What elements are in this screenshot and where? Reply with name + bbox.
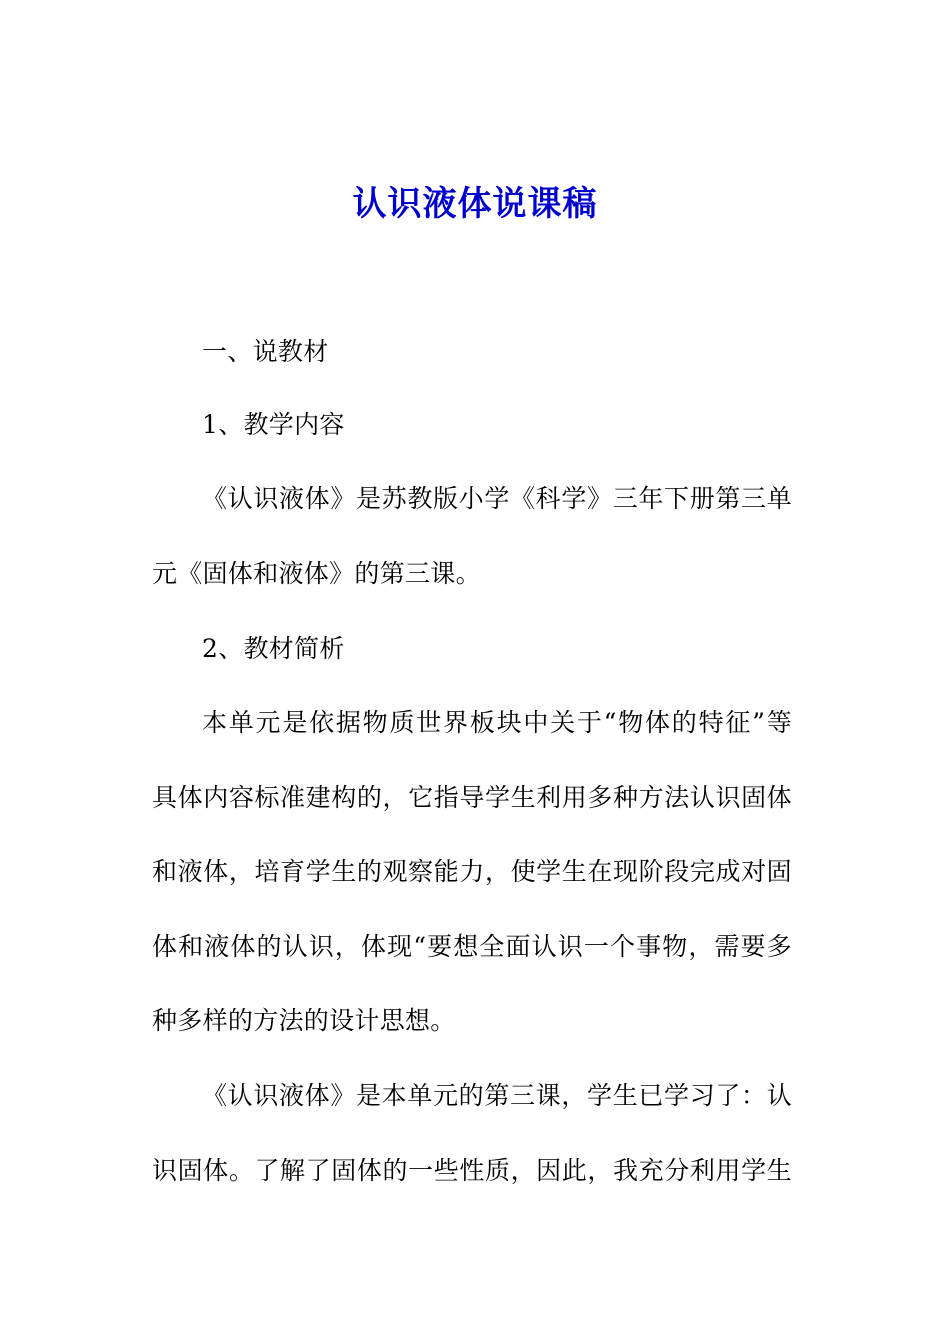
- subheading-material-analysis: 2、教材简析: [202, 634, 345, 663]
- section-heading-teaching-material: 一、说教材: [202, 337, 329, 366]
- subheading-teaching-content: 1、教学内容: [202, 410, 345, 439]
- paragraph-line: 具体内容标准建构的，它指导学生利用多种方法认识固体: [152, 783, 792, 812]
- paragraph-line: 《认识液体》是本单元的第三课，学生已学习了：认: [202, 1081, 792, 1110]
- paragraph-line: 识固体。了解了固体的一些性质，因此，我充分利用学生: [152, 1156, 792, 1185]
- page-title: 认识液体说课稿: [352, 184, 598, 224]
- paragraph-line: 元《固体和液体》的第三课。: [152, 559, 481, 588]
- paragraph-line: 种多样的方法的设计思想。: [152, 1006, 456, 1035]
- paragraph-line: 《认识液体》是苏教版小学《科学》三年下册第三单: [202, 484, 792, 513]
- paragraph-line: 本单元是依据物质世界板块中关于“物体的特征”等: [202, 708, 792, 737]
- paragraph-line: 和液体，培育学生的观察能力，使学生在现阶段完成对固: [152, 857, 792, 886]
- paragraph-line: 体和液体的认识，体现“要想全面认识一个事物，需要多: [152, 932, 792, 961]
